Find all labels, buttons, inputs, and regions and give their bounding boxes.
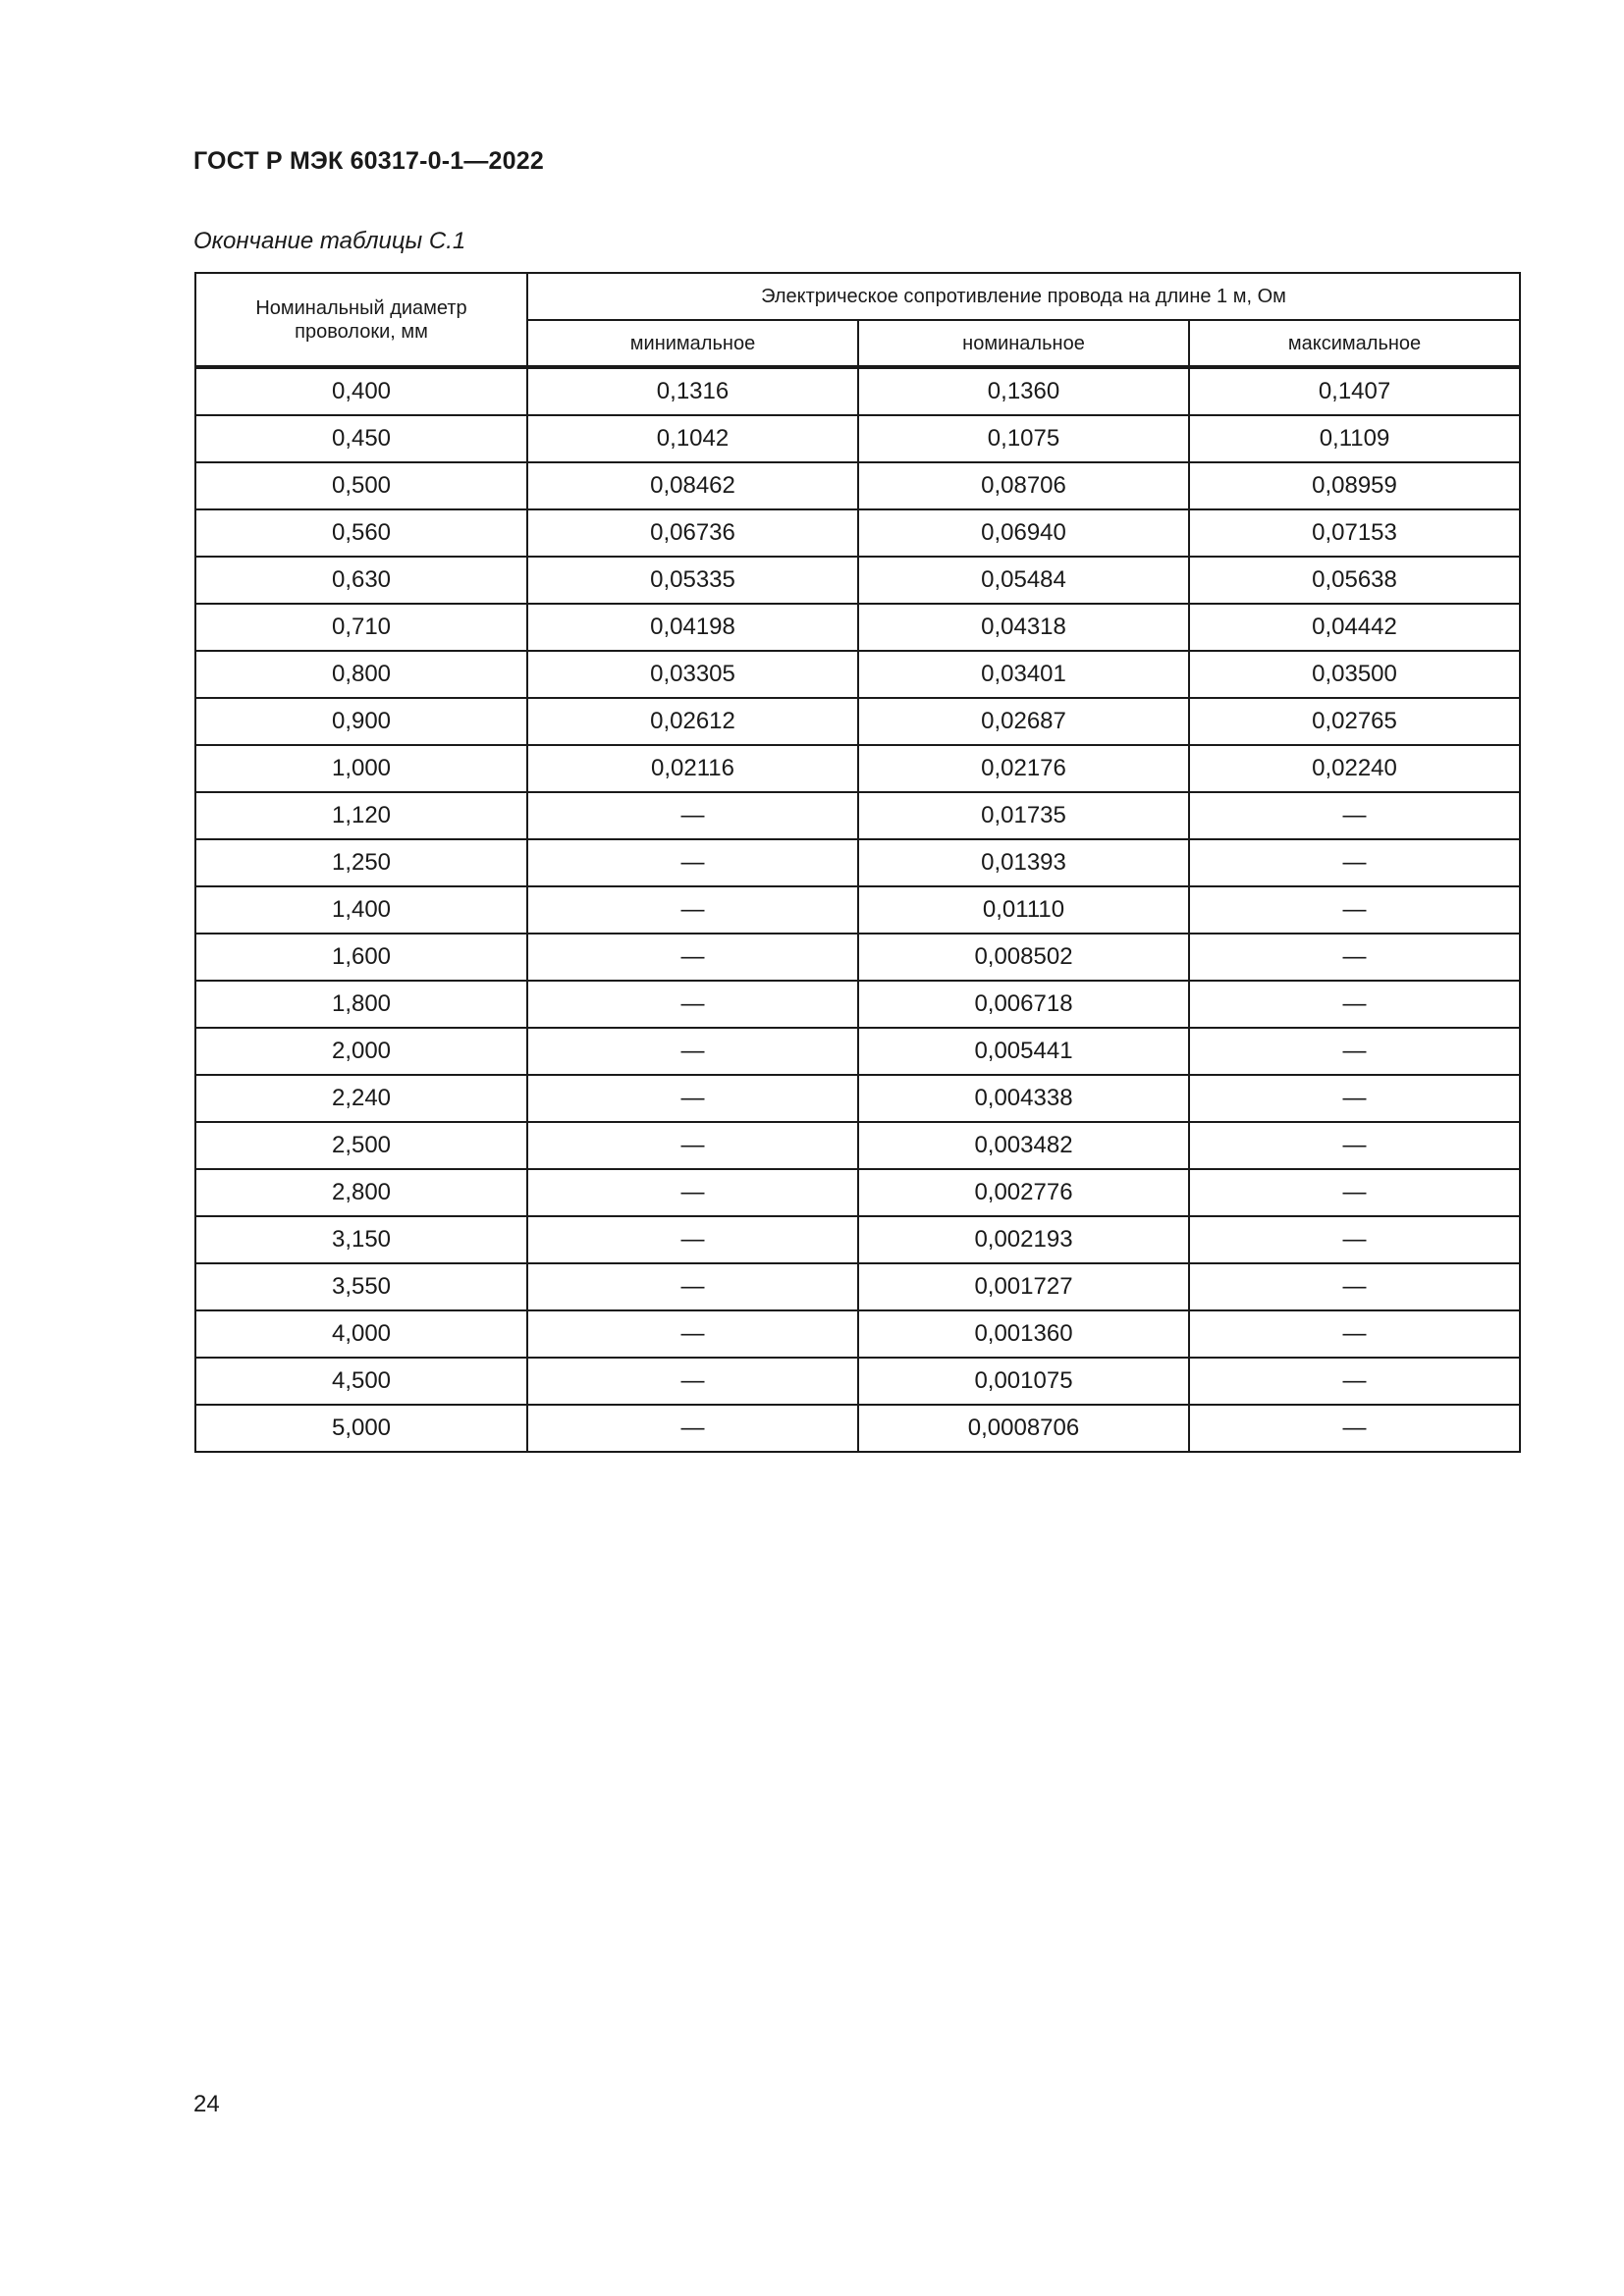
cell-resistance-min: —	[527, 1075, 858, 1122]
cell-resistance-max: —	[1189, 839, 1520, 886]
cell-resistance-min: 0,1042	[527, 415, 858, 462]
cell-resistance-min: 0,03305	[527, 651, 858, 698]
cell-resistance-min: —	[527, 1169, 858, 1216]
cell-resistance-min: —	[527, 792, 858, 839]
cell-resistance-min: 0,05335	[527, 557, 858, 604]
cell-resistance-min: —	[527, 1310, 858, 1358]
cell-resistance-min: —	[527, 981, 858, 1028]
cell-resistance-nom: 0,01393	[858, 839, 1189, 886]
cell-resistance-nom: 0,03401	[858, 651, 1189, 698]
resistance-column-header: Электрическое сопротивление провода на длине 1 м, Ом	[527, 273, 1520, 320]
table-row	[195, 981, 1520, 1028]
cell-diameter: 1,600	[195, 934, 527, 981]
cell-resistance-nom: 0,002776	[858, 1169, 1189, 1216]
cell-resistance-min: —	[527, 1358, 858, 1405]
table-row	[195, 886, 1520, 934]
table-row	[195, 1263, 1520, 1310]
cell-diameter: 0,450	[195, 415, 527, 462]
cell-resistance-max: —	[1189, 1310, 1520, 1358]
table-row	[195, 604, 1520, 651]
cell-diameter: 0,800	[195, 651, 527, 698]
page-number: 24	[193, 2091, 220, 2117]
cell-resistance-max: —	[1189, 792, 1520, 839]
cell-resistance-min: —	[527, 934, 858, 981]
cell-resistance-max: 0,02240	[1189, 745, 1520, 792]
cell-resistance-max: —	[1189, 1075, 1520, 1122]
table-row	[195, 1358, 1520, 1405]
cell-resistance-min: 0,02116	[527, 745, 858, 792]
table-row	[195, 1028, 1520, 1075]
cell-resistance-min: —	[527, 1263, 858, 1310]
cell-resistance-max: —	[1189, 1028, 1520, 1075]
cell-resistance-min: —	[527, 839, 858, 886]
cell-resistance-nom: 0,001727	[858, 1263, 1189, 1310]
cell-diameter: 1,000	[195, 745, 527, 792]
table-row	[195, 839, 1520, 886]
cell-resistance-nom: 0,0008706	[858, 1405, 1189, 1452]
cell-resistance-max: —	[1189, 1169, 1520, 1216]
cell-resistance-max: 0,07153	[1189, 509, 1520, 557]
cell-resistance-nom: 0,006718	[858, 981, 1189, 1028]
table-caption: Окончание таблицы С.1	[193, 228, 466, 254]
cell-diameter: 2,000	[195, 1028, 527, 1075]
cell-resistance-max: —	[1189, 934, 1520, 981]
subheader-max: максимальное	[1189, 320, 1520, 367]
cell-resistance-min: 0,04198	[527, 604, 858, 651]
table-row	[195, 745, 1520, 792]
cell-resistance-max: —	[1189, 1405, 1520, 1452]
cell-diameter: 1,800	[195, 981, 527, 1028]
cell-resistance-nom: 0,008502	[858, 934, 1189, 981]
cell-resistance-max: 0,04442	[1189, 604, 1520, 651]
cell-resistance-nom: 0,1075	[858, 415, 1189, 462]
cell-diameter: 1,400	[195, 886, 527, 934]
cell-resistance-nom: 0,02176	[858, 745, 1189, 792]
cell-diameter: 1,250	[195, 839, 527, 886]
table-row	[195, 1405, 1520, 1452]
cell-resistance-nom: 0,06940	[858, 509, 1189, 557]
resistance-table	[194, 272, 1521, 1453]
cell-resistance-nom: 0,001360	[858, 1310, 1189, 1358]
cell-resistance-min: —	[527, 1122, 858, 1169]
diameter-column-header: Номинальный диаметр проволоки, мм	[195, 273, 527, 367]
document-id: ГОСТ Р МЭК 60317-0-1—2022	[193, 147, 544, 175]
cell-diameter: 5,000	[195, 1405, 527, 1452]
cell-resistance-nom: 0,1360	[858, 367, 1189, 415]
cell-resistance-nom: 0,005441	[858, 1028, 1189, 1075]
cell-resistance-nom: 0,01735	[858, 792, 1189, 839]
subheader-nom: номинальное	[858, 320, 1189, 367]
cell-resistance-max: 0,08959	[1189, 462, 1520, 509]
subheader-min: минимальное	[527, 320, 858, 367]
table-row	[195, 1122, 1520, 1169]
cell-resistance-nom: 0,001075	[858, 1358, 1189, 1405]
cell-resistance-min: —	[527, 886, 858, 934]
cell-resistance-nom: 0,04318	[858, 604, 1189, 651]
cell-resistance-nom: 0,08706	[858, 462, 1189, 509]
table-row	[195, 367, 1520, 415]
cell-diameter: 1,120	[195, 792, 527, 839]
cell-diameter: 0,900	[195, 698, 527, 745]
table-header	[195, 273, 1520, 367]
cell-resistance-min: —	[527, 1216, 858, 1263]
cell-resistance-max: —	[1189, 981, 1520, 1028]
cell-diameter: 0,630	[195, 557, 527, 604]
cell-resistance-max: 0,1407	[1189, 367, 1520, 415]
cell-resistance-max: —	[1189, 1122, 1520, 1169]
cell-diameter: 0,400	[195, 367, 527, 415]
table-row	[195, 509, 1520, 557]
cell-diameter: 3,150	[195, 1216, 527, 1263]
table-body	[195, 367, 1520, 1452]
cell-diameter: 2,800	[195, 1169, 527, 1216]
cell-resistance-max: 0,05638	[1189, 557, 1520, 604]
cell-resistance-min: 0,02612	[527, 698, 858, 745]
cell-resistance-min: —	[527, 1028, 858, 1075]
cell-resistance-min: 0,1316	[527, 367, 858, 415]
cell-resistance-max: —	[1189, 886, 1520, 934]
cell-resistance-min: 0,06736	[527, 509, 858, 557]
cell-diameter: 0,560	[195, 509, 527, 557]
cell-resistance-max: —	[1189, 1358, 1520, 1405]
cell-resistance-max: —	[1189, 1263, 1520, 1310]
table-row	[195, 1310, 1520, 1358]
table-row	[195, 651, 1520, 698]
table-row	[195, 1216, 1520, 1263]
cell-diameter: 2,500	[195, 1122, 527, 1169]
cell-resistance-max: 0,03500	[1189, 651, 1520, 698]
cell-diameter: 4,000	[195, 1310, 527, 1358]
cell-diameter: 3,550	[195, 1263, 527, 1310]
table-row	[195, 1075, 1520, 1122]
table-row	[195, 462, 1520, 509]
table-row	[195, 415, 1520, 462]
cell-resistance-nom: 0,01110	[858, 886, 1189, 934]
table-row	[195, 1169, 1520, 1216]
cell-resistance-min: —	[527, 1405, 858, 1452]
cell-resistance-nom: 0,004338	[858, 1075, 1189, 1122]
cell-diameter: 0,500	[195, 462, 527, 509]
cell-diameter: 2,240	[195, 1075, 527, 1122]
cell-resistance-max: 0,1109	[1189, 415, 1520, 462]
cell-resistance-nom: 0,003482	[858, 1122, 1189, 1169]
cell-resistance-max: 0,02765	[1189, 698, 1520, 745]
cell-diameter: 4,500	[195, 1358, 527, 1405]
cell-diameter: 0,710	[195, 604, 527, 651]
cell-resistance-nom: 0,02687	[858, 698, 1189, 745]
cell-resistance-nom: 0,002193	[858, 1216, 1189, 1263]
cell-resistance-nom: 0,05484	[858, 557, 1189, 604]
table-row	[195, 698, 1520, 745]
table-row	[195, 792, 1520, 839]
cell-resistance-max: —	[1189, 1216, 1520, 1263]
table-row	[195, 934, 1520, 981]
cell-resistance-min: 0,08462	[527, 462, 858, 509]
table-row	[195, 557, 1520, 604]
